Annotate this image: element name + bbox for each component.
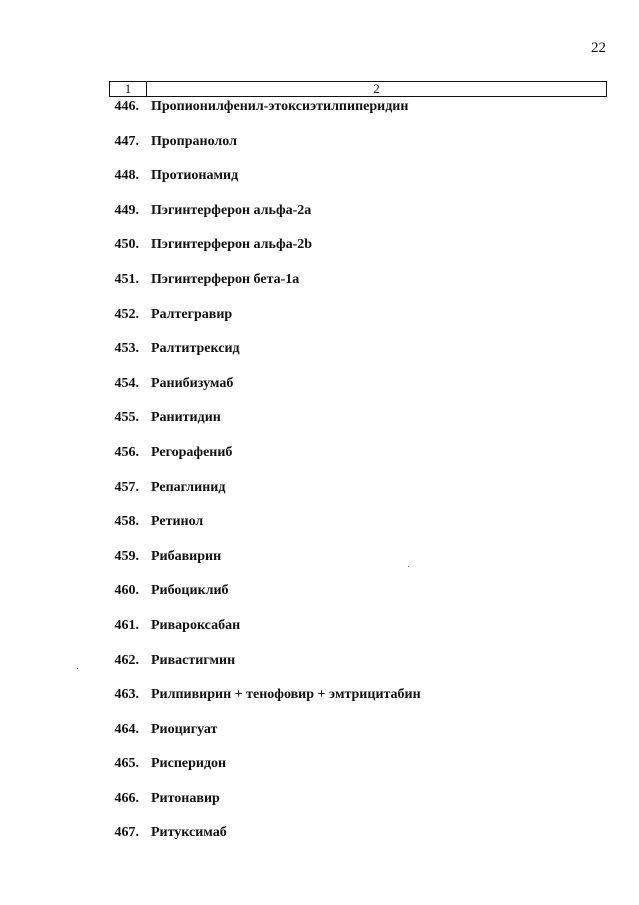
entry-name: Регорафениб <box>151 444 233 460</box>
entry-name: Пропранолол <box>151 133 237 149</box>
scan-speck <box>77 668 78 669</box>
list-item <box>0 616 639 651</box>
entry-name: Пропионилфенил-этоксиэтилпиперидин <box>151 99 409 114</box>
entry-number: 462. <box>114 652 139 668</box>
entry-number: 449. <box>114 202 139 218</box>
list-item <box>0 651 639 686</box>
entry-number: 461. <box>114 617 139 633</box>
list-item <box>0 166 639 201</box>
entry-name: Пэгинтерферон бета-1а <box>151 271 300 287</box>
column-header-table <box>109 81 607 97</box>
entry-number: 466. <box>114 790 139 806</box>
entry-number: 464. <box>114 721 139 737</box>
list-item <box>0 235 639 270</box>
entry-number: 446. <box>114 99 139 114</box>
entry-name: Ранибизумаб <box>151 375 234 391</box>
drug-list <box>0 97 639 858</box>
entry-number: 467. <box>114 825 139 841</box>
entry-name: Ралтитрексид <box>151 341 240 357</box>
entry-name: Пэгинтерферон альфа-2b <box>151 237 313 253</box>
list-item <box>0 132 639 167</box>
list-item <box>0 823 639 858</box>
column-header-2: 2 <box>373 81 380 96</box>
entry-number: 454. <box>114 375 139 391</box>
list-item <box>0 581 639 616</box>
entry-name: Протионамид <box>151 168 239 184</box>
list-item <box>0 720 639 755</box>
entry-name: Ривароксабан <box>151 617 241 633</box>
list-item <box>0 305 639 340</box>
list-item <box>0 339 639 374</box>
entry-number: 463. <box>114 687 139 703</box>
entry-number: 447. <box>114 133 139 149</box>
entry-name: Рибоциклиб <box>151 583 229 599</box>
entry-number: 457. <box>114 479 139 495</box>
entry-name: Репаглинид <box>151 479 226 495</box>
list-item <box>0 408 639 443</box>
list-item <box>0 512 639 547</box>
entry-number: 458. <box>114 514 139 530</box>
page-number: 22 <box>591 40 606 56</box>
entry-number: 456. <box>114 444 139 460</box>
entry-name: Ралтегравир <box>151 306 233 322</box>
list-item <box>0 789 639 824</box>
entry-number: 448. <box>114 168 139 184</box>
list-item <box>0 547 639 582</box>
entry-number: 455. <box>114 410 139 426</box>
entry-name: Ритонавир <box>151 790 220 806</box>
entry-name: Ритуксимаб <box>151 825 227 841</box>
entry-number: 460. <box>114 583 139 599</box>
list-item <box>0 374 639 409</box>
entry-number: 451. <box>114 271 139 287</box>
scan-speck <box>408 566 409 567</box>
entry-name: Рисперидон <box>151 756 227 772</box>
entry-number: 459. <box>114 548 139 564</box>
list-item <box>0 443 639 478</box>
entry-number: 452. <box>114 306 139 322</box>
list-item <box>0 754 639 789</box>
entry-number: 453. <box>114 341 139 357</box>
list-item <box>0 201 639 236</box>
entry-name: Рибавирин <box>151 548 222 564</box>
list-item <box>0 97 639 132</box>
column-header-1: 1 <box>110 82 147 96</box>
entry-name: Ретинол <box>151 514 204 530</box>
entry-name: Ранитидин <box>151 410 221 426</box>
entry-name: Ривастигмин <box>151 652 236 668</box>
entry-number: 450. <box>114 237 139 253</box>
entry-name: Пэгинтерферон альфа-2а <box>151 202 312 218</box>
list-item <box>0 685 639 720</box>
entry-name: Рилпивирин + тенофовир + эмтрицитабин <box>151 687 421 703</box>
entry-name: Риоцигуат <box>151 721 218 737</box>
list-item <box>0 478 639 513</box>
list-item <box>0 270 639 305</box>
entry-number: 465. <box>114 756 139 772</box>
